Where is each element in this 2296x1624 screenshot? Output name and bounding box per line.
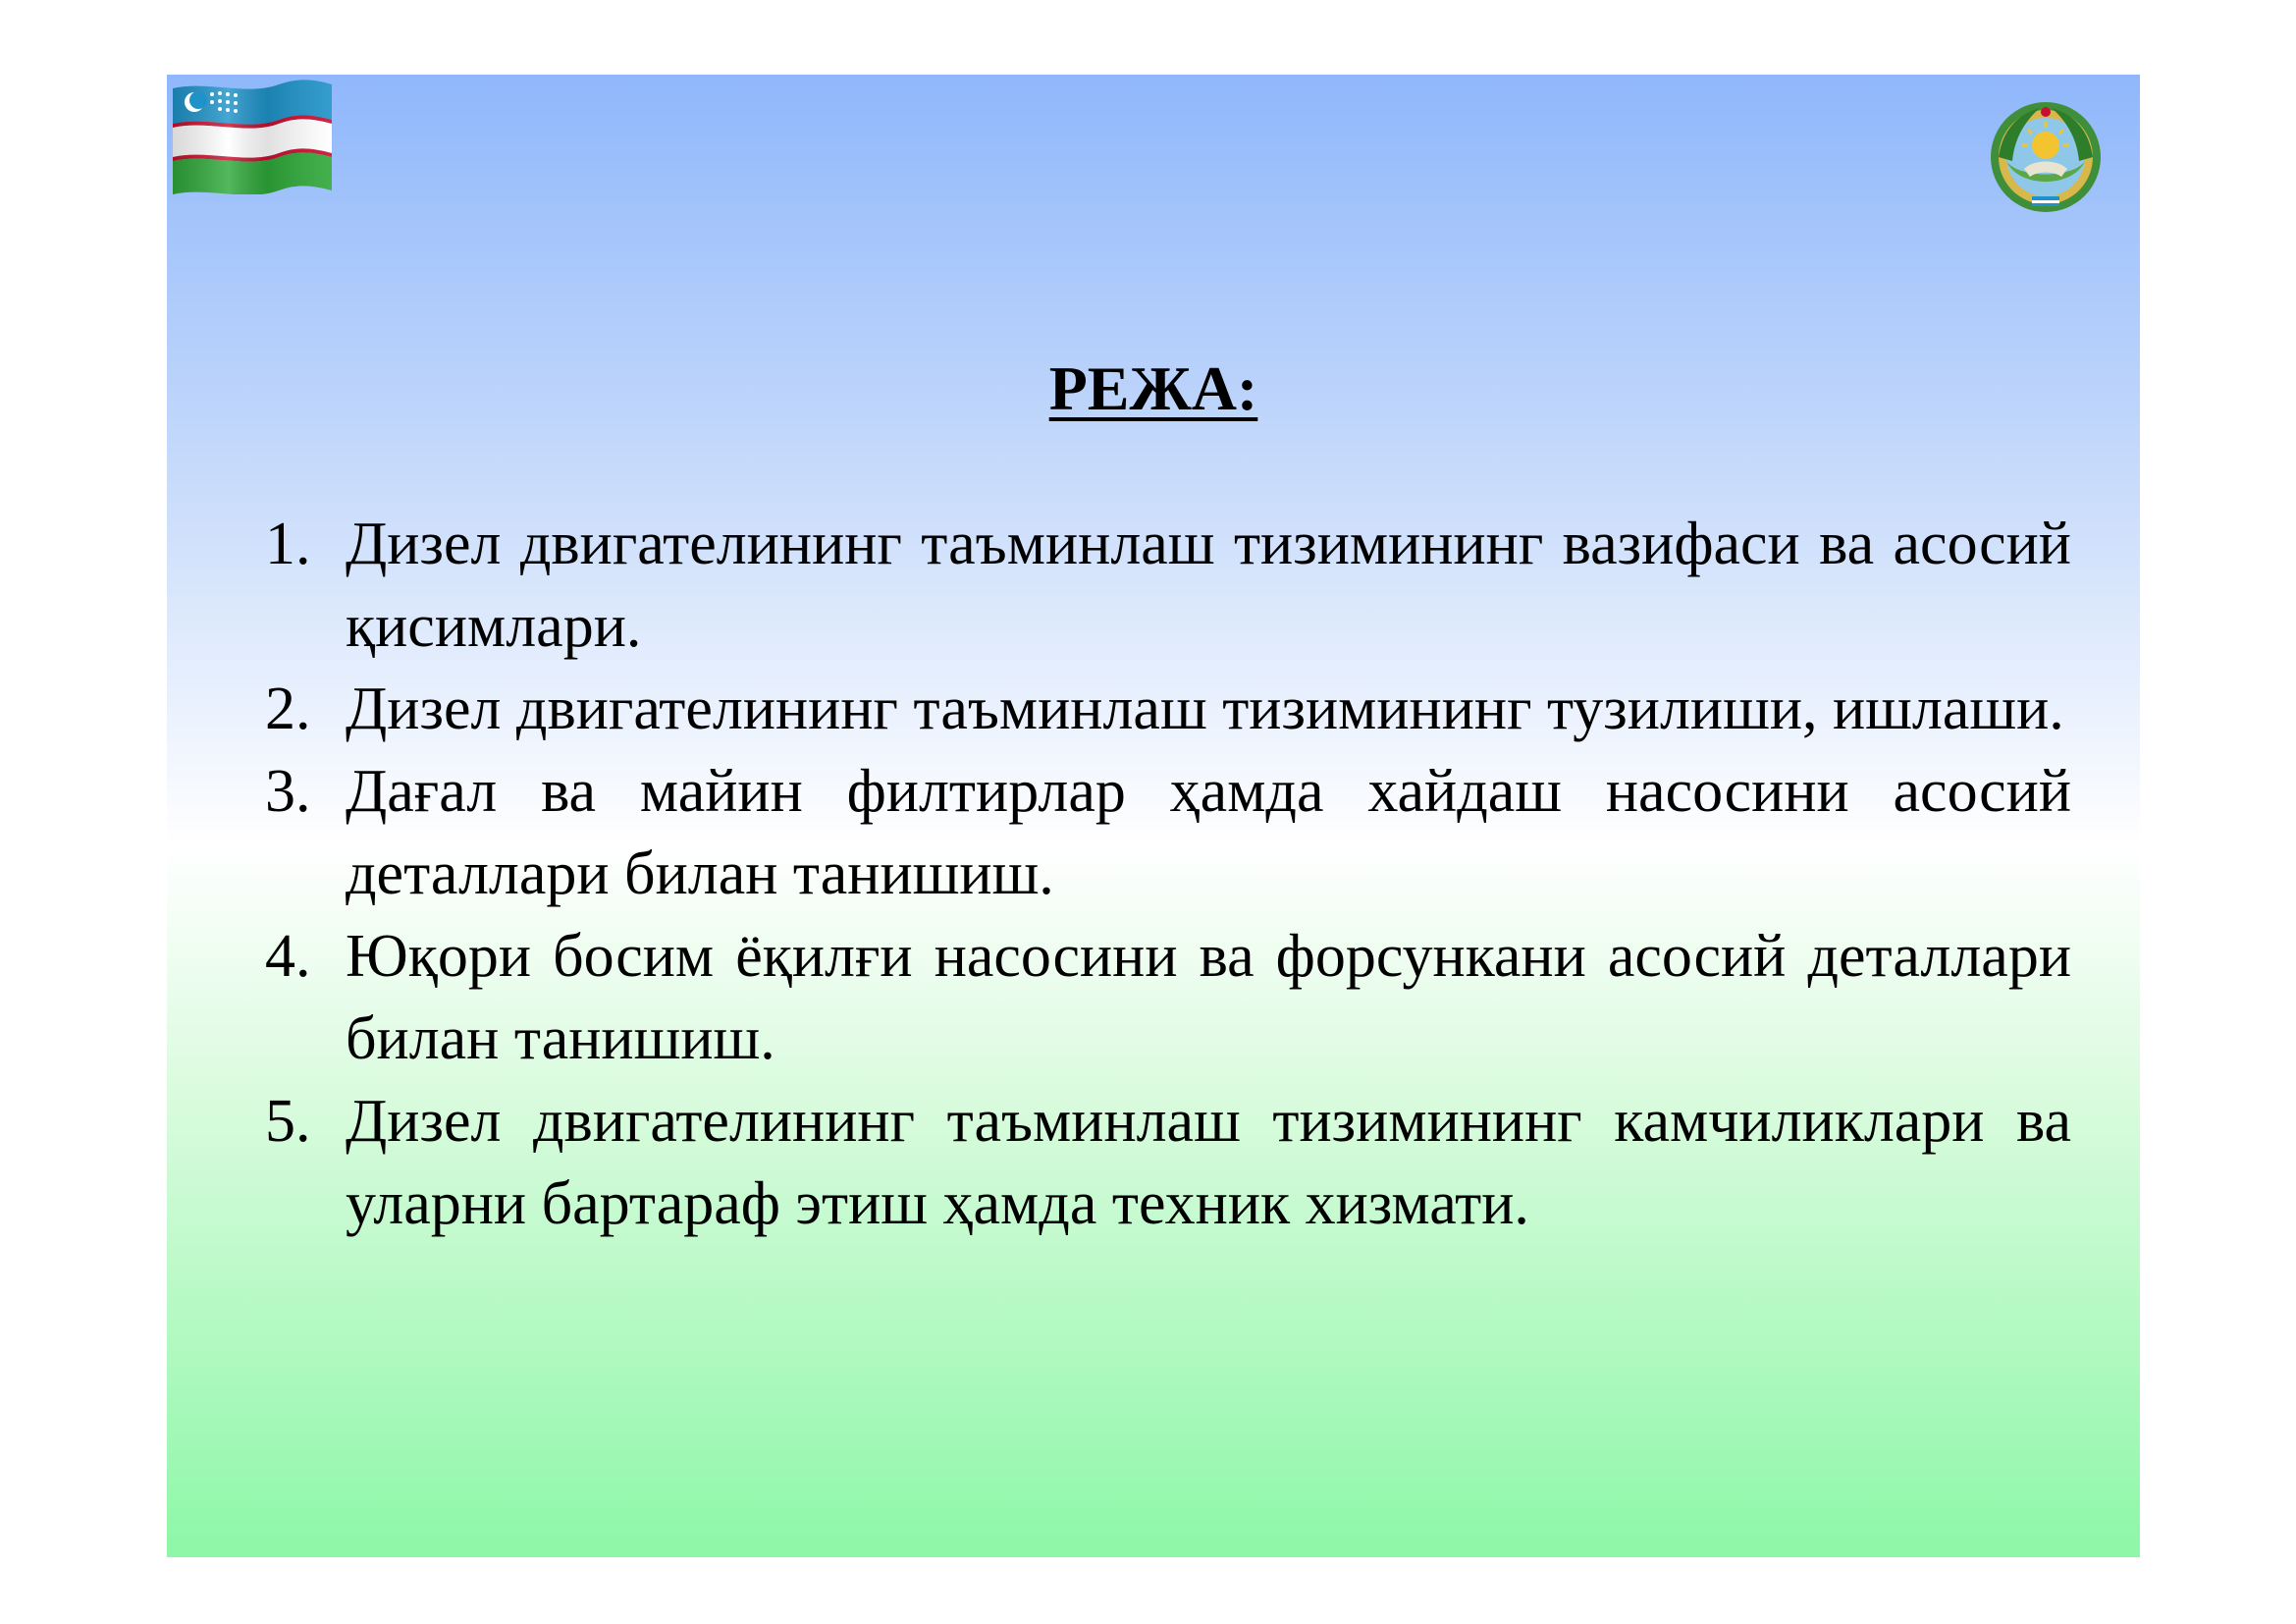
page-title: РЕЖА: xyxy=(1048,353,1258,423)
list-item-number: 3. xyxy=(265,758,311,825)
plan-list xyxy=(265,503,2071,1245)
list-item-text: Дизел двигателининг таъминлаш тизимининг вазифаси ва асосий қисимлари. xyxy=(346,511,2071,660)
list-item-text: Юқори босим ёқилғи насосини ва форсункани асосий деталлари билан танишиш. xyxy=(346,923,2071,1072)
list-item xyxy=(265,750,2071,915)
list-item xyxy=(265,1080,2071,1245)
uzbekistan-flag-icon xyxy=(169,77,334,194)
list-item xyxy=(265,503,2071,668)
list-item-text: Дизел двигателининг таъминлаш тизимининг камчиликлари ва уларни бартараф этиш ҳамда техник хизмати. xyxy=(346,1088,2071,1237)
list-item-text: Дизел двигателининг таъминлаш тизимининг тузилиши, ишлаши. xyxy=(346,676,2064,742)
list-item xyxy=(265,915,2071,1080)
list-item xyxy=(265,668,2071,750)
list-item-number: 2. xyxy=(265,676,311,742)
list-item-text: Дағал ва майин филтирлар ҳамда хайдаш насосини асосий деталлари билан танишиш. xyxy=(346,758,2071,907)
list-item-number: 1. xyxy=(265,511,311,577)
list-item-number: 4. xyxy=(265,923,311,990)
slide xyxy=(167,75,2140,1557)
list-item-number: 5. xyxy=(265,1088,311,1155)
state-emblem-icon xyxy=(1989,100,2103,214)
